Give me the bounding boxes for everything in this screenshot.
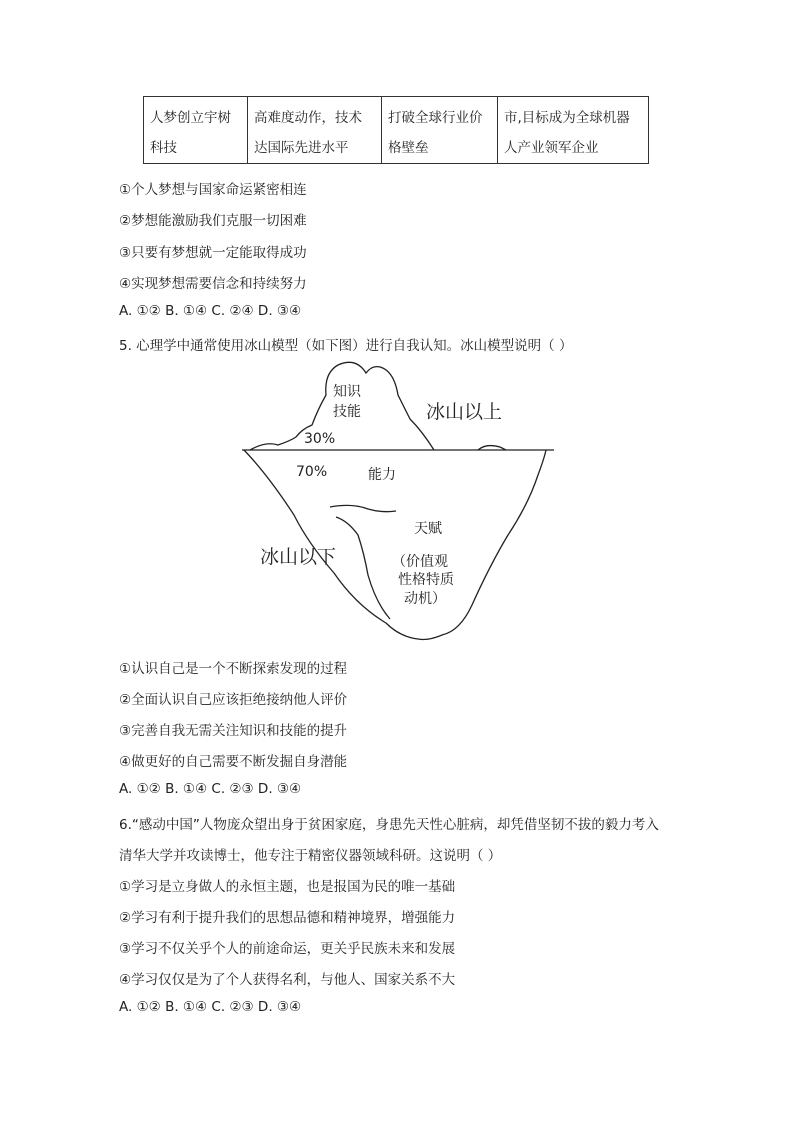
above-label: 冰山以上 xyxy=(426,401,503,423)
pct-below: 70% xyxy=(296,464,328,480)
q4-choices: A. ①② B. ①④ C. ②④ D. ③④ xyxy=(119,303,302,319)
q5-choices: A. ①② B. ①④ C. ②③ D. ③④ xyxy=(119,781,302,797)
q6-choices: A. ①② B. ①④ C. ②③ D. ③④ xyxy=(119,999,302,1015)
table-cell: 高难度动作，技术 达国际先进水平 xyxy=(248,97,382,164)
q6-option-4: ④学习仅仅是为了个人获得名利，与他人、国家关系不大 xyxy=(119,972,456,988)
table-row xyxy=(144,97,649,164)
q4-option-3: ③只要有梦想就一定能取得成功 xyxy=(119,245,307,261)
q6-stem-line1: 6.“感动中国”人物庞众望出身于贫困家庭，身患先天性心脏病，却凭借坚韧不拔的毅力考入 xyxy=(119,817,659,833)
q6-option-1: ①学习是立身做人的永恒主题，也是报国为民的唯一基础 xyxy=(119,879,456,895)
q5-option-2: ②全面认识自己应该拒绝接纳他人评价 xyxy=(119,692,348,708)
small-floe xyxy=(478,446,506,450)
tip-label-2: 技能 xyxy=(333,404,361,420)
ability-line xyxy=(330,505,396,511)
table-cell: 人梦创立宇树 科技 xyxy=(144,97,248,164)
q5-stem: 5. 心理学中通常使用冰山模型（如下图）进行自我认知。冰山模型说明（ ） xyxy=(119,338,573,354)
iceberg-figure xyxy=(238,355,558,647)
info-table xyxy=(143,96,649,164)
q5-option-1: ①认识自己是一个不断探索发现的过程 xyxy=(119,661,348,677)
values-line-1: （价值观 xyxy=(392,554,448,570)
q4-option-2: ②梦想能激励我们克服一切困难 xyxy=(119,213,307,229)
table-cell: 打破全球行业价 格壁垒 xyxy=(382,97,498,164)
talent-label: 天赋 xyxy=(414,521,442,537)
table-cell: 市,目标成为全球机器 人产业领军企业 xyxy=(498,97,649,164)
q4-option-1: ①个人梦想与国家命运紧密相连 xyxy=(119,182,307,198)
q6-option-3: ③学习不仅关乎个人的前途命运，更关乎民族未来和发展 xyxy=(119,941,456,957)
q6-option-2: ②学习有利于提升我们的思想品德和精神境界，增强能力 xyxy=(119,910,456,926)
q4-option-4: ④实现梦想需要信念和持续努力 xyxy=(119,276,307,292)
pct-above: 30% xyxy=(304,431,336,447)
q6-stem-line2: 清华大学并攻读博士，他专注于精密仪器领域科研。这说明（ ） xyxy=(119,848,502,864)
q5-option-4: ④做更好的自己需要不断发掘自身潜能 xyxy=(119,754,348,770)
talent-line xyxy=(336,517,390,619)
q5-option-3: ③完善自我无需关注知识和技能的提升 xyxy=(119,723,348,739)
values-line-3: 动机） xyxy=(404,591,446,607)
below-label: 冰山以下 xyxy=(260,546,337,568)
ability-label: 能力 xyxy=(368,467,396,483)
values-line-2: 性格特质 xyxy=(398,572,454,588)
tip-label-1: 知识 xyxy=(333,384,361,400)
